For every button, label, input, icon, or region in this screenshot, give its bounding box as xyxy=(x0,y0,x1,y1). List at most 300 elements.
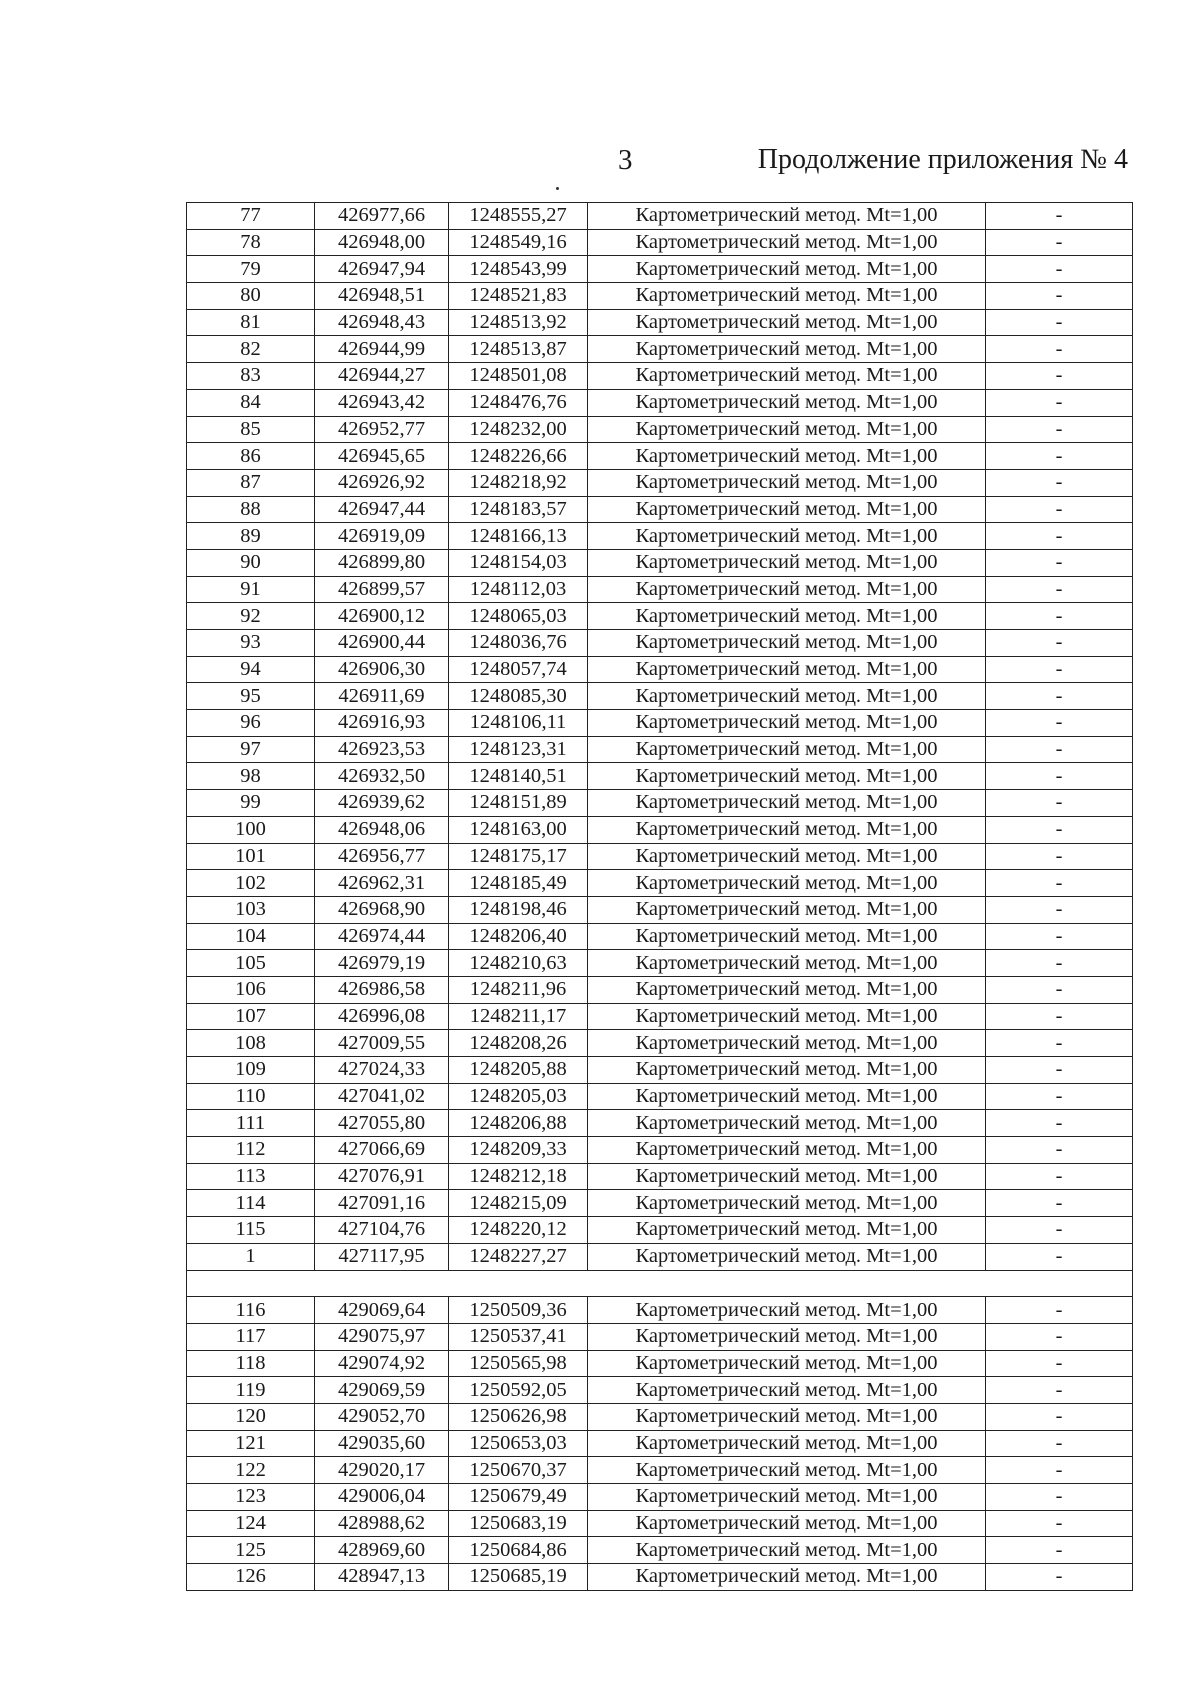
table-row xyxy=(187,1030,1133,1057)
table-row xyxy=(187,549,1133,576)
table-row xyxy=(187,950,1133,977)
table-row xyxy=(187,923,1133,950)
note-cell: - xyxy=(986,710,1133,737)
x-coordinate-cell: 426979,19 xyxy=(315,950,449,977)
point-number-cell: 99 xyxy=(187,790,315,817)
point-number-cell: 91 xyxy=(187,576,315,603)
note-cell: - xyxy=(986,736,1133,763)
method-cell: Картометрический метод. Mt=1,00 xyxy=(588,603,986,630)
x-coordinate-cell: 426974,44 xyxy=(315,923,449,950)
note-cell: - xyxy=(986,1430,1133,1457)
note-cell: - xyxy=(986,950,1133,977)
note-cell: - xyxy=(986,923,1133,950)
x-coordinate-cell: 426986,58 xyxy=(315,976,449,1003)
point-number-cell: 94 xyxy=(187,656,315,683)
note-cell: - xyxy=(986,283,1133,310)
y-coordinate-cell: 1250684,86 xyxy=(449,1537,588,1564)
point-number-cell: 112 xyxy=(187,1137,315,1164)
table-row xyxy=(187,363,1133,390)
y-coordinate-cell: 1250679,49 xyxy=(449,1484,588,1511)
x-coordinate-cell: 426919,09 xyxy=(315,523,449,550)
table-row xyxy=(187,389,1133,416)
point-number-cell: 104 xyxy=(187,923,315,950)
note-cell: - xyxy=(986,1190,1133,1217)
method-cell: Картометрический метод. Mt=1,00 xyxy=(588,763,986,790)
y-coordinate-cell: 1250509,36 xyxy=(449,1297,588,1324)
method-cell: Картометрический метод. Mt=1,00 xyxy=(588,549,986,576)
point-number-cell: 124 xyxy=(187,1510,315,1537)
table-row xyxy=(187,736,1133,763)
table-row xyxy=(187,1564,1133,1591)
point-number-cell: 111 xyxy=(187,1110,315,1137)
point-number-cell: 82 xyxy=(187,336,315,363)
note-cell: - xyxy=(986,763,1133,790)
y-coordinate-cell: 1248175,17 xyxy=(449,843,588,870)
y-coordinate-cell: 1248227,27 xyxy=(449,1243,588,1270)
x-coordinate-cell: 426956,77 xyxy=(315,843,449,870)
coordinates-table xyxy=(186,202,1133,1591)
table-row xyxy=(187,229,1133,256)
point-number-cell: 93 xyxy=(187,630,315,657)
point-number-cell: 85 xyxy=(187,416,315,443)
y-coordinate-cell: 1248205,88 xyxy=(449,1057,588,1084)
method-cell: Картометрический метод. Mt=1,00 xyxy=(588,1430,986,1457)
table-row xyxy=(187,309,1133,336)
x-coordinate-cell: 426948,51 xyxy=(315,283,449,310)
y-coordinate-cell: 1248209,33 xyxy=(449,1137,588,1164)
separator-cell xyxy=(187,1270,1133,1297)
point-number-cell: 84 xyxy=(187,389,315,416)
method-cell: Картометрический метод. Mt=1,00 xyxy=(588,1217,986,1244)
x-coordinate-cell: 426944,99 xyxy=(315,336,449,363)
point-number-cell: 79 xyxy=(187,256,315,283)
table-row xyxy=(187,496,1133,523)
point-number-cell: 113 xyxy=(187,1163,315,1190)
method-cell: Картометрический метод. Mt=1,00 xyxy=(588,1110,986,1137)
note-cell: - xyxy=(986,469,1133,496)
note-cell: - xyxy=(986,549,1133,576)
x-coordinate-cell: 427055,80 xyxy=(315,1110,449,1137)
y-coordinate-cell: 1250685,19 xyxy=(449,1564,588,1591)
table-row xyxy=(187,1484,1133,1511)
table-row xyxy=(187,1537,1133,1564)
point-number-cell: 92 xyxy=(187,603,315,630)
point-number-cell: 116 xyxy=(187,1297,315,1324)
x-coordinate-cell: 429069,59 xyxy=(315,1377,449,1404)
y-coordinate-cell: 1248226,66 xyxy=(449,443,588,470)
method-cell: Картометрический метод. Mt=1,00 xyxy=(588,896,986,923)
note-cell: - xyxy=(986,256,1133,283)
table-row xyxy=(187,576,1133,603)
method-cell: Картометрический метод. Mt=1,00 xyxy=(588,363,986,390)
table-row xyxy=(187,523,1133,550)
note-cell: - xyxy=(986,496,1133,523)
note-cell: - xyxy=(986,656,1133,683)
y-coordinate-cell: 1248183,57 xyxy=(449,496,588,523)
note-cell: - xyxy=(986,576,1133,603)
method-cell: Картометрический метод. Mt=1,00 xyxy=(588,336,986,363)
table-row xyxy=(187,1377,1133,1404)
x-coordinate-cell: 428947,13 xyxy=(315,1564,449,1591)
method-cell: Картометрический метод. Mt=1,00 xyxy=(588,710,986,737)
y-coordinate-cell: 1248513,87 xyxy=(449,336,588,363)
method-cell: Картометрический метод. Mt=1,00 xyxy=(588,1297,986,1324)
method-cell: Картометрический метод. Mt=1,00 xyxy=(588,283,986,310)
table-row xyxy=(187,603,1133,630)
method-cell: Картометрический метод. Mt=1,00 xyxy=(588,469,986,496)
y-coordinate-cell: 1248085,30 xyxy=(449,683,588,710)
y-coordinate-cell: 1248476,76 xyxy=(449,389,588,416)
y-coordinate-cell: 1250626,98 xyxy=(449,1403,588,1430)
method-cell: Картометрический метод. Mt=1,00 xyxy=(588,229,986,256)
note-cell: - xyxy=(986,1323,1133,1350)
table-row xyxy=(187,843,1133,870)
x-coordinate-cell: 426962,31 xyxy=(315,870,449,897)
page-header xyxy=(0,142,1200,178)
x-coordinate-cell: 426947,94 xyxy=(315,256,449,283)
point-number-cell: 95 xyxy=(187,683,315,710)
point-number-cell: 123 xyxy=(187,1484,315,1511)
y-coordinate-cell: 1250565,98 xyxy=(449,1350,588,1377)
point-number-cell: 83 xyxy=(187,363,315,390)
point-number-cell: 97 xyxy=(187,736,315,763)
note-cell: - xyxy=(986,1243,1133,1270)
method-cell: Картометрический метод. Mt=1,00 xyxy=(588,203,986,230)
y-coordinate-cell: 1250592,05 xyxy=(449,1377,588,1404)
note-cell: - xyxy=(986,1217,1133,1244)
method-cell: Картометрический метод. Mt=1,00 xyxy=(588,309,986,336)
table-row xyxy=(187,816,1133,843)
table-row xyxy=(187,336,1133,363)
y-coordinate-cell: 1248218,92 xyxy=(449,469,588,496)
y-coordinate-cell: 1248151,89 xyxy=(449,790,588,817)
point-number-cell: 96 xyxy=(187,710,315,737)
x-coordinate-cell: 427024,33 xyxy=(315,1057,449,1084)
note-cell: - xyxy=(986,1350,1133,1377)
x-coordinate-cell: 426906,30 xyxy=(315,656,449,683)
point-number-cell: 109 xyxy=(187,1057,315,1084)
point-number-cell: 81 xyxy=(187,309,315,336)
method-cell: Картометрический метод. Mt=1,00 xyxy=(588,389,986,416)
point-number-cell: 114 xyxy=(187,1190,315,1217)
method-cell: Картометрический метод. Mt=1,00 xyxy=(588,630,986,657)
x-coordinate-cell: 426932,50 xyxy=(315,763,449,790)
method-cell: Картометрический метод. Mt=1,00 xyxy=(588,976,986,1003)
x-coordinate-cell: 429074,92 xyxy=(315,1350,449,1377)
note-cell: - xyxy=(986,896,1133,923)
point-number-cell: 88 xyxy=(187,496,315,523)
table-row xyxy=(187,790,1133,817)
point-number-cell: 122 xyxy=(187,1457,315,1484)
method-cell: Картометрический метод. Mt=1,00 xyxy=(588,1350,986,1377)
note-cell: - xyxy=(986,1484,1133,1511)
table-row xyxy=(187,763,1133,790)
y-coordinate-cell: 1248210,63 xyxy=(449,950,588,977)
point-number-cell: 80 xyxy=(187,283,315,310)
method-cell: Картометрический метод. Mt=1,00 xyxy=(588,1457,986,1484)
x-coordinate-cell: 429069,64 xyxy=(315,1297,449,1324)
method-cell: Картометрический метод. Mt=1,00 xyxy=(588,683,986,710)
note-cell: - xyxy=(986,816,1133,843)
note-cell: - xyxy=(986,1083,1133,1110)
method-cell: Картометрический метод. Mt=1,00 xyxy=(588,1243,986,1270)
x-coordinate-cell: 427117,95 xyxy=(315,1243,449,1270)
y-coordinate-cell: 1248220,12 xyxy=(449,1217,588,1244)
x-coordinate-cell: 426900,44 xyxy=(315,630,449,657)
note-cell: - xyxy=(986,1163,1133,1190)
table-row xyxy=(187,1403,1133,1430)
table-row xyxy=(187,710,1133,737)
table-row xyxy=(187,976,1133,1003)
y-coordinate-cell: 1248154,03 xyxy=(449,549,588,576)
method-cell: Картометрический метод. Mt=1,00 xyxy=(588,1510,986,1537)
y-coordinate-cell: 1248521,83 xyxy=(449,283,588,310)
x-coordinate-cell: 429052,70 xyxy=(315,1403,449,1430)
x-coordinate-cell: 426911,69 xyxy=(315,683,449,710)
note-cell: - xyxy=(986,1297,1133,1324)
point-number-cell: 102 xyxy=(187,870,315,897)
x-coordinate-cell: 426977,66 xyxy=(315,203,449,230)
y-coordinate-cell: 1248211,17 xyxy=(449,1003,588,1030)
table-row xyxy=(187,283,1133,310)
note-cell: - xyxy=(986,1110,1133,1137)
method-cell: Картометрический метод. Mt=1,00 xyxy=(588,496,986,523)
y-coordinate-cell: 1248513,92 xyxy=(449,309,588,336)
note-cell: - xyxy=(986,790,1133,817)
table-row xyxy=(187,1190,1133,1217)
method-cell: Картометрический метод. Mt=1,00 xyxy=(588,256,986,283)
x-coordinate-cell: 426899,57 xyxy=(315,576,449,603)
table-row xyxy=(187,1057,1133,1084)
table-row xyxy=(187,469,1133,496)
note-cell: - xyxy=(986,683,1133,710)
y-coordinate-cell: 1248185,49 xyxy=(449,870,588,897)
point-number-cell: 126 xyxy=(187,1564,315,1591)
point-number-cell: 103 xyxy=(187,896,315,923)
method-cell: Картометрический метод. Mt=1,00 xyxy=(588,950,986,977)
table-row xyxy=(187,443,1133,470)
table-row xyxy=(187,1243,1133,1270)
method-cell: Картометрический метод. Mt=1,00 xyxy=(588,656,986,683)
x-coordinate-cell: 427091,16 xyxy=(315,1190,449,1217)
y-coordinate-cell: 1248208,26 xyxy=(449,1030,588,1057)
y-coordinate-cell: 1248036,76 xyxy=(449,630,588,657)
table-row xyxy=(187,1137,1133,1164)
y-coordinate-cell: 1248166,13 xyxy=(449,523,588,550)
note-cell: - xyxy=(986,1403,1133,1430)
note-cell: - xyxy=(986,336,1133,363)
x-coordinate-cell: 426944,27 xyxy=(315,363,449,390)
note-cell: - xyxy=(986,870,1133,897)
x-coordinate-cell: 429075,97 xyxy=(315,1323,449,1350)
y-coordinate-cell: 1248211,96 xyxy=(449,976,588,1003)
x-coordinate-cell: 429020,17 xyxy=(315,1457,449,1484)
table-row xyxy=(187,656,1133,683)
x-coordinate-cell: 426948,43 xyxy=(315,309,449,336)
y-coordinate-cell: 1248140,51 xyxy=(449,763,588,790)
x-coordinate-cell: 426948,06 xyxy=(315,816,449,843)
note-cell: - xyxy=(986,309,1133,336)
method-cell: Картометрический метод. Mt=1,00 xyxy=(588,443,986,470)
note-cell: - xyxy=(986,416,1133,443)
y-coordinate-cell: 1248549,16 xyxy=(449,229,588,256)
table-row xyxy=(187,630,1133,657)
method-cell: Картометрический метод. Mt=1,00 xyxy=(588,870,986,897)
scan-speck xyxy=(556,187,559,190)
point-number-cell: 86 xyxy=(187,443,315,470)
table-row xyxy=(187,1350,1133,1377)
table-row xyxy=(187,1510,1133,1537)
method-cell: Картометрический метод. Mt=1,00 xyxy=(588,416,986,443)
note-cell: - xyxy=(986,1564,1133,1591)
note-cell: - xyxy=(986,1377,1133,1404)
x-coordinate-cell: 426947,44 xyxy=(315,496,449,523)
note-cell: - xyxy=(986,1003,1133,1030)
separator-row xyxy=(187,1270,1133,1297)
note-cell: - xyxy=(986,363,1133,390)
y-coordinate-cell: 1248555,27 xyxy=(449,203,588,230)
point-number-cell: 108 xyxy=(187,1030,315,1057)
table-row xyxy=(187,416,1133,443)
table-row xyxy=(187,1163,1133,1190)
y-coordinate-cell: 1248212,18 xyxy=(449,1163,588,1190)
method-cell: Картометрический метод. Mt=1,00 xyxy=(588,1163,986,1190)
method-cell: Картометрический метод. Mt=1,00 xyxy=(588,576,986,603)
point-number-cell: 90 xyxy=(187,549,315,576)
x-coordinate-cell: 427009,55 xyxy=(315,1030,449,1057)
point-number-cell: 98 xyxy=(187,763,315,790)
table-row xyxy=(187,256,1133,283)
y-coordinate-cell: 1248501,08 xyxy=(449,363,588,390)
method-cell: Картометрический метод. Mt=1,00 xyxy=(588,1057,986,1084)
table-row xyxy=(187,1003,1133,1030)
table-row xyxy=(187,683,1133,710)
x-coordinate-cell: 427076,91 xyxy=(315,1163,449,1190)
y-coordinate-cell: 1250653,03 xyxy=(449,1430,588,1457)
point-number-cell: 106 xyxy=(187,976,315,1003)
x-coordinate-cell: 429006,04 xyxy=(315,1484,449,1511)
note-cell: - xyxy=(986,523,1133,550)
x-coordinate-cell: 427066,69 xyxy=(315,1137,449,1164)
table-row xyxy=(187,203,1133,230)
method-cell: Картометрический метод. Mt=1,00 xyxy=(588,1323,986,1350)
x-coordinate-cell: 426943,42 xyxy=(315,389,449,416)
method-cell: Картометрический метод. Mt=1,00 xyxy=(588,523,986,550)
y-coordinate-cell: 1250537,41 xyxy=(449,1323,588,1350)
x-coordinate-cell: 427041,02 xyxy=(315,1083,449,1110)
method-cell: Картометрический метод. Mt=1,00 xyxy=(588,1030,986,1057)
y-coordinate-cell: 1248215,09 xyxy=(449,1190,588,1217)
table-row xyxy=(187,1323,1133,1350)
table-row xyxy=(187,1430,1133,1457)
note-cell: - xyxy=(986,1457,1133,1484)
y-coordinate-cell: 1248198,46 xyxy=(449,896,588,923)
x-coordinate-cell: 426948,00 xyxy=(315,229,449,256)
y-coordinate-cell: 1248205,03 xyxy=(449,1083,588,1110)
x-coordinate-cell: 426996,08 xyxy=(315,1003,449,1030)
method-cell: Картометрический метод. Mt=1,00 xyxy=(588,1190,986,1217)
x-coordinate-cell: 426945,65 xyxy=(315,443,449,470)
method-cell: Картометрический метод. Mt=1,00 xyxy=(588,1083,986,1110)
y-coordinate-cell: 1248123,31 xyxy=(449,736,588,763)
point-number-cell: 77 xyxy=(187,203,315,230)
point-number-cell: 121 xyxy=(187,1430,315,1457)
point-number-cell: 100 xyxy=(187,816,315,843)
method-cell: Картометрический метод. Mt=1,00 xyxy=(588,1484,986,1511)
method-cell: Картометрический метод. Mt=1,00 xyxy=(588,843,986,870)
table-row xyxy=(187,870,1133,897)
y-coordinate-cell: 1248163,00 xyxy=(449,816,588,843)
x-coordinate-cell: 426926,92 xyxy=(315,469,449,496)
y-coordinate-cell: 1250683,19 xyxy=(449,1510,588,1537)
note-cell: - xyxy=(986,203,1133,230)
point-number-cell: 105 xyxy=(187,950,315,977)
y-coordinate-cell: 1250670,37 xyxy=(449,1457,588,1484)
note-cell: - xyxy=(986,389,1133,416)
x-coordinate-cell: 426899,80 xyxy=(315,549,449,576)
table-row xyxy=(187,1217,1133,1244)
point-number-cell: 110 xyxy=(187,1083,315,1110)
method-cell: Картометрический метод. Mt=1,00 xyxy=(588,736,986,763)
point-number-cell: 125 xyxy=(187,1537,315,1564)
x-coordinate-cell: 426916,93 xyxy=(315,710,449,737)
y-coordinate-cell: 1248065,03 xyxy=(449,603,588,630)
coordinates-table-body xyxy=(187,203,1133,1591)
method-cell: Картометрический метод. Mt=1,00 xyxy=(588,1564,986,1591)
page-number: 3 xyxy=(618,144,633,176)
x-coordinate-cell: 426939,62 xyxy=(315,790,449,817)
method-cell: Картометрический метод. Mt=1,00 xyxy=(588,1137,986,1164)
note-cell: - xyxy=(986,443,1133,470)
y-coordinate-cell: 1248106,11 xyxy=(449,710,588,737)
note-cell: - xyxy=(986,843,1133,870)
point-number-cell: 115 xyxy=(187,1217,315,1244)
note-cell: - xyxy=(986,1510,1133,1537)
method-cell: Картометрический метод. Mt=1,00 xyxy=(588,1003,986,1030)
x-coordinate-cell: 426900,12 xyxy=(315,603,449,630)
point-number-cell: 89 xyxy=(187,523,315,550)
table-row xyxy=(187,896,1133,923)
table-row xyxy=(187,1297,1133,1324)
note-cell: - xyxy=(986,603,1133,630)
x-coordinate-cell: 426952,77 xyxy=(315,416,449,443)
method-cell: Картометрический метод. Mt=1,00 xyxy=(588,923,986,950)
x-coordinate-cell: 429035,60 xyxy=(315,1430,449,1457)
note-cell: - xyxy=(986,976,1133,1003)
method-cell: Картометрический метод. Mt=1,00 xyxy=(588,1377,986,1404)
y-coordinate-cell: 1248543,99 xyxy=(449,256,588,283)
note-cell: - xyxy=(986,1537,1133,1564)
y-coordinate-cell: 1248112,03 xyxy=(449,576,588,603)
point-number-cell: 1 xyxy=(187,1243,315,1270)
table-row xyxy=(187,1110,1133,1137)
point-number-cell: 78 xyxy=(187,229,315,256)
x-coordinate-cell: 427104,76 xyxy=(315,1217,449,1244)
method-cell: Картометрический метод. Mt=1,00 xyxy=(588,790,986,817)
note-cell: - xyxy=(986,229,1133,256)
y-coordinate-cell: 1248057,74 xyxy=(449,656,588,683)
method-cell: Картометрический метод. Mt=1,00 xyxy=(588,816,986,843)
table-row xyxy=(187,1083,1133,1110)
point-number-cell: 87 xyxy=(187,469,315,496)
point-number-cell: 118 xyxy=(187,1350,315,1377)
x-coordinate-cell: 426923,53 xyxy=(315,736,449,763)
note-cell: - xyxy=(986,1137,1133,1164)
x-coordinate-cell: 426968,90 xyxy=(315,896,449,923)
x-coordinate-cell: 428988,62 xyxy=(315,1510,449,1537)
page-title: Продолжение приложения № 4 xyxy=(757,144,1128,175)
method-cell: Картометрический метод. Mt=1,00 xyxy=(588,1403,986,1430)
